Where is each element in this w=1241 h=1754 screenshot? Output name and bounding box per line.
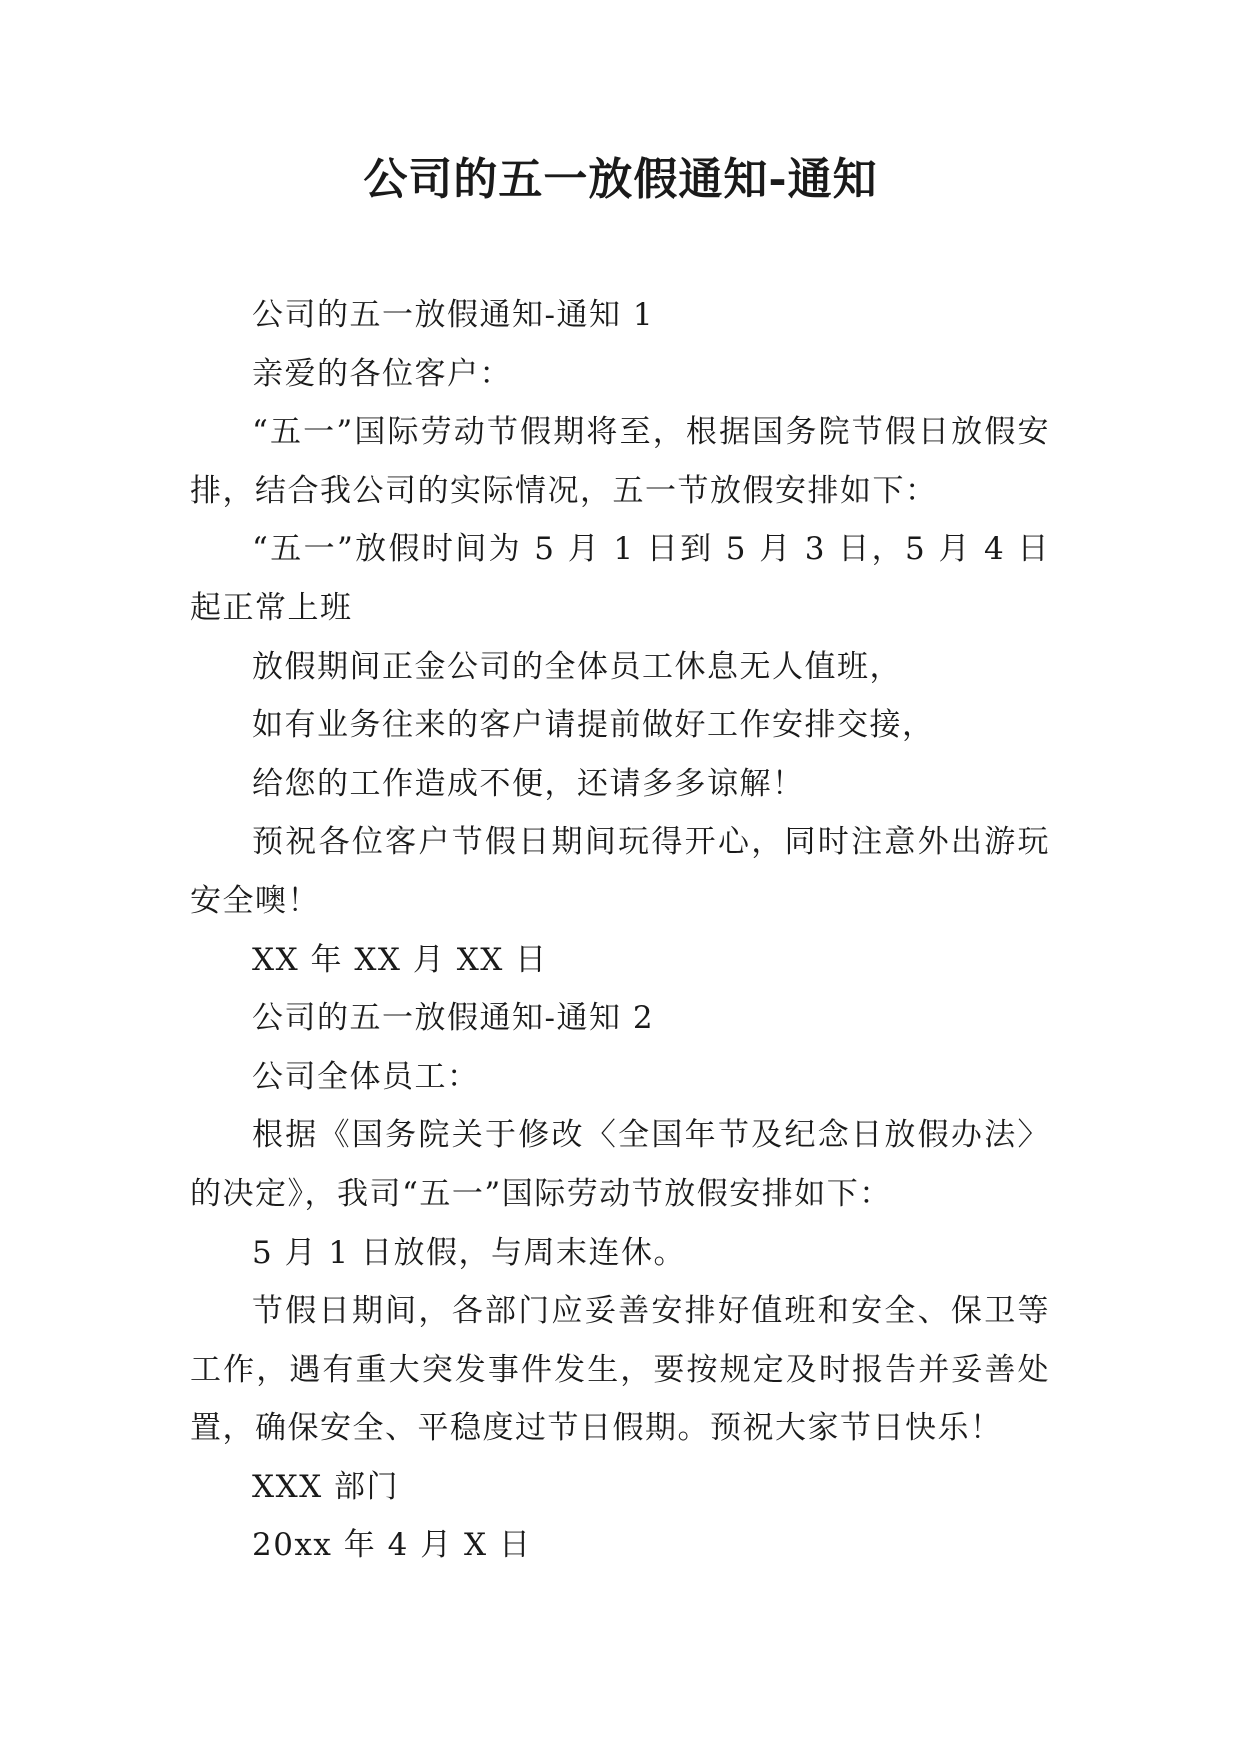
paragraph: 放假期间正金公司的全体员工休息无人值班，	[252, 648, 902, 685]
date-line: XX 年 XX 月 XX 日	[252, 941, 548, 978]
paragraph: 节假日期间，各部门应妥善安排好值班和安全、保卫等工作，遇有重大突发事件发生，要按规定及时报告并妥善处置，确保安全、平稳度过节日假期。预祝大家节日快乐！	[190, 1293, 1050, 1447]
paragraph: 根据《国务院关于修改〈全国年节及纪念日放假办法〉的决定》，我司“五一”国际劳动节放假安排如下：	[190, 1117, 1050, 1212]
salutation-staff: 公司全体员工：	[252, 1058, 480, 1095]
document-title: 公司的五一放假通知-通知	[363, 154, 878, 205]
paragraph: “五一”国际劳动节假期将至，根据国务院节假日放假安排，结合我公司的实际情况，五一节放假安排如下：	[190, 414, 1050, 509]
salutation-customers: 亲爱的各位客户：	[252, 355, 512, 392]
signature-department: XXX 部门	[252, 1468, 400, 1505]
paragraph: 预祝各位客户节假日期间玩得开心，同时注意外出游玩安全噢！	[190, 824, 1050, 919]
signature-date: 20xx 年 4 月 X 日	[252, 1527, 532, 1564]
document-body	[190, 286, 1050, 1575]
section-heading-1: 公司的五一放假通知-通知 1	[252, 297, 655, 333]
paragraph: 给您的工作造成不便，还请多多谅解！	[252, 765, 805, 802]
paragraph: 如有业务往来的客户请提前做好工作安排交接，	[252, 707, 935, 744]
paragraph: “五一”放假时间为 5 月 1 日到 5 月 3 日，5 月 4 日起正常上班	[190, 531, 1050, 626]
section-heading-2: 公司的五一放假通知-通知 2	[252, 1000, 655, 1037]
paragraph: 5 月 1 日放假，与周末连休。	[252, 1234, 687, 1271]
